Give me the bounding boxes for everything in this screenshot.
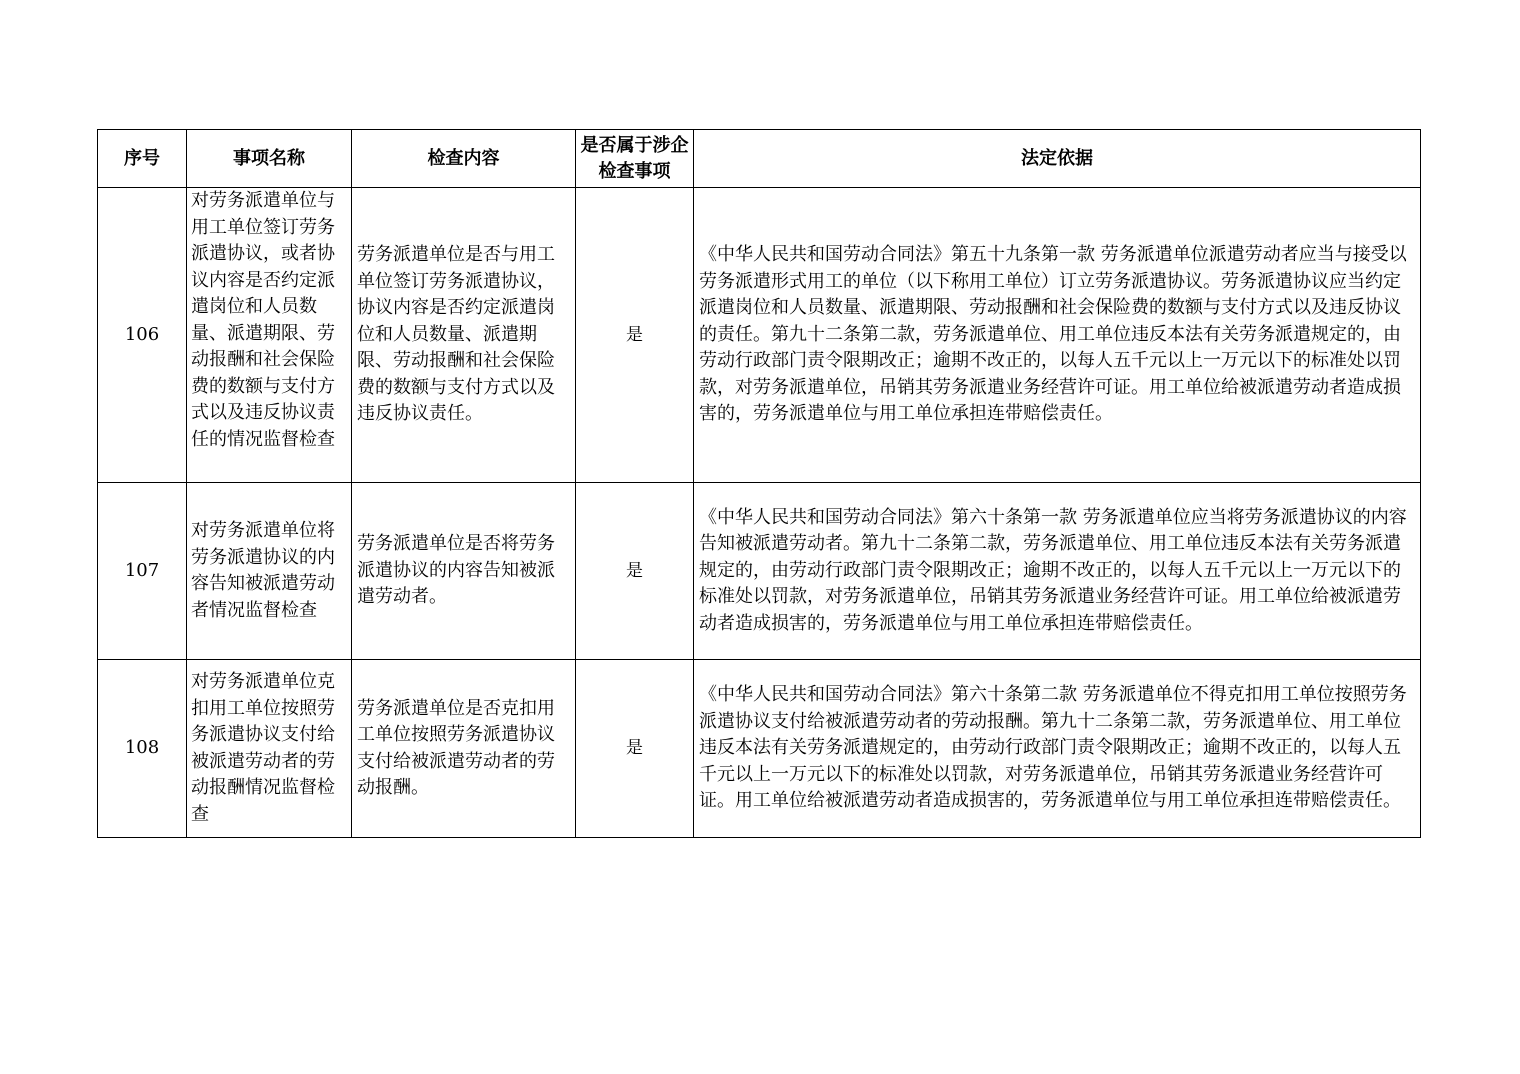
header-legal-basis: 法定依据 xyxy=(694,130,1421,188)
row-enterprise-related: 是 xyxy=(576,660,694,838)
row-index: 108 xyxy=(98,660,187,838)
row-enterprise-related: 是 xyxy=(576,483,694,660)
inspection-items-table xyxy=(97,129,1421,838)
row-index: 107 xyxy=(98,483,187,660)
row-legal-basis: 《中华人民共和国劳动合同法》第六十条第一款 劳务派遣单位应当将劳务派遣协议的内容告知被派遣劳动者。第九十二条第二款，劳务派遣单位、用工单位违反本法有关劳务派遣规定的，由劳动行政部门责令限期改正；逾期不改正的，以每人五千元以上一万元以下的标准处以罚款，对劳务派遣单位，吊销其劳务派遣业务经营许可证。用工单位给被派遣劳动者造成损害的，劳务派遣单位与用工单位承担连带赔偿责任。 xyxy=(694,483,1421,660)
row-item-name: 对劳务派遣单位将劳务派遣协议的内容告知被派遣劳动者情况监督检查 xyxy=(187,483,352,660)
row-legal-basis: 《中华人民共和国劳动合同法》第六十条第二款 劳务派遣单位不得克扣用工单位按照劳务派遣协议支付给被派遣劳动者的劳动报酬。第九十二条第二款，劳务派遣单位、用工单位违反本法有关劳务派遣规定的，由劳动行政部门责令限期改正；逾期不改正的，以每人五千元以上一万元以下的标准处以罚款，对劳务派遣单位，吊销其劳务派遣业务经营许可证。用工单位给被派遣劳动者造成损害的，劳务派遣单位与用工单位承担连带赔偿责任。 xyxy=(694,660,1421,838)
header-item-name: 事项名称 xyxy=(187,130,352,188)
header-index: 序号 xyxy=(98,130,187,188)
row-enterprise-related: 是 xyxy=(576,188,694,483)
row-index: 106 xyxy=(98,188,187,483)
table-row xyxy=(98,188,1421,483)
table-row xyxy=(98,660,1421,838)
header-inspection-content: 检查内容 xyxy=(352,130,576,188)
row-item-name: 对劳务派遣单位与用工单位签订劳务派遣协议，或者协议内容是否约定派遣岗位和人员数量、派遣期限、劳动报酬和社会保险费的数额与支付方式以及违反协议责任的情况监督检查 xyxy=(191,190,335,450)
row-item-name: 对劳务派遣单位克扣用工单位按照劳务派遣协议支付给被派遣劳动者的劳动报酬情况监督检查 xyxy=(187,660,352,838)
row-inspection-content: 劳务派遣单位是否将劳务派遣协议的内容告知被派遣劳动者。 xyxy=(352,483,576,660)
row-inspection-content: 劳务派遣单位是否与用工单位签订劳务派遣协议，协议内容是否约定派遣岗位和人员数量、派遣期限、劳动报酬和社会保险费的数额与支付方式以及违反协议责任。 xyxy=(352,188,576,483)
row-legal-basis: 《中华人民共和国劳动合同法》第五十九条第一款 劳务派遣单位派遣劳动者应当与接受以劳务派遣形式用工的单位（以下称用工单位）订立劳务派遣协议。劳务派遣协议应当约定派遣岗位和人员数量、派遣期限、劳动报酬和社会保险费的数额与支付方式以及违反协议的责任。第九十二条第二款，劳务派遣单位、用工单位违反本法有关劳务派遣规定的，由劳动行政部门责令限期改正；逾期不改正的，以每人五千元以上一万元以下的标准处以罚款，对劳务派遣单位，吊销其劳务派遣业务经营许可证。用工单位给被派遣劳动者造成损害的，劳务派遣单位与用工单位承担连带赔偿责任。 xyxy=(694,188,1421,483)
row-item-name-cell xyxy=(187,188,352,483)
header-enterprise-related: 是否属于涉企检查事项 xyxy=(576,130,694,188)
row-item-name-clip xyxy=(191,188,347,482)
row-inspection-content: 劳务派遣单位是否克扣用工单位按照劳务派遣协议支付给被派遣劳动者的劳动报酬。 xyxy=(352,660,576,838)
table-header-row xyxy=(98,130,1421,188)
table-row xyxy=(98,483,1421,660)
